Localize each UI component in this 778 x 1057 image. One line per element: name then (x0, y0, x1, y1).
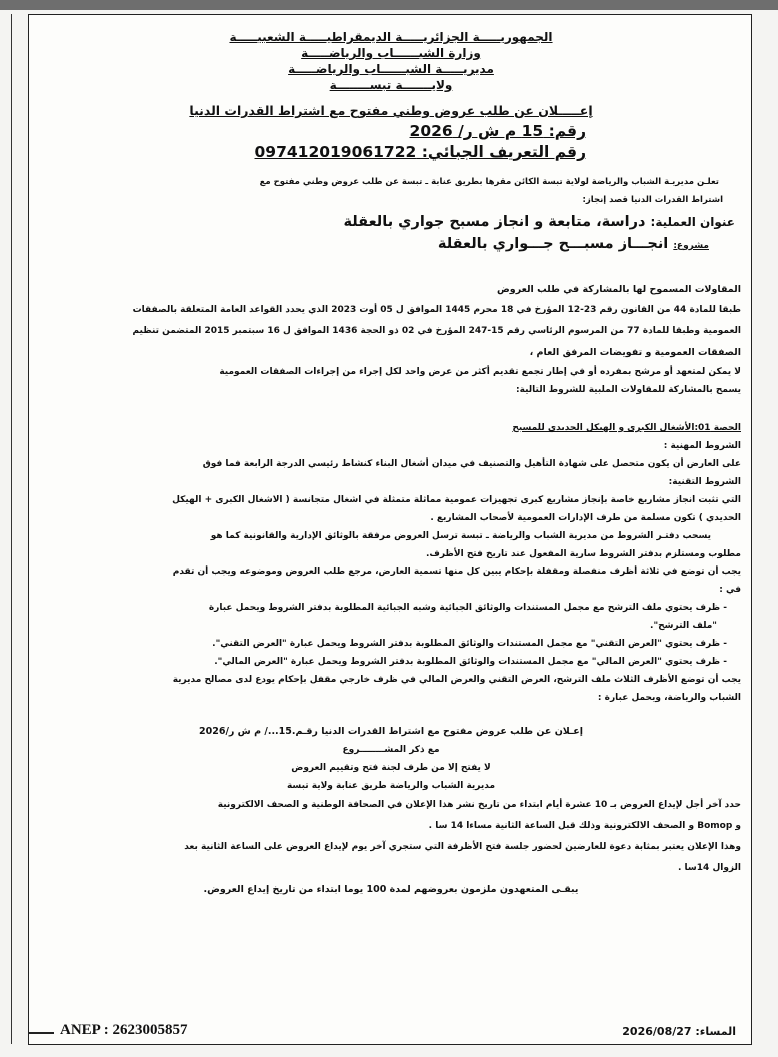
eligibility (41, 279, 741, 399)
envelope-label-line: إعـلان عن طلب عروض مفتوح مع اشتراط القدرات الدنيا رقـم.15.../ م ش ر/2026 (198, 726, 584, 737)
eligibility-line: الصفقات العمومية و تفويضات المرفق العام ، (529, 347, 741, 358)
deadline-line: يبقـى المتعهدون ملزمون بعروضهم لمدة 100 يوما ابتداء من تاريخ إيداع العروض. (203, 884, 579, 895)
submission-line: يسحب دفتـر الشروط من مديرية الشباب والرياضة ـ تبسة ترسل العروض مرفقة بالوثائق الإدارية والقانونية كما هو (210, 531, 711, 541)
submission-line: في : (719, 585, 741, 595)
lot-section (41, 419, 741, 527)
deadline (41, 795, 741, 900)
footer-dash (28, 1032, 54, 1034)
project-value: انجـــاز مسبـــح جـــواري بالعقلة (437, 236, 669, 252)
anep-number: ANEP : 2623005857 (60, 1022, 188, 1038)
envelope-label-line: لا يفتح إلا من طرف لجنة فتح وتقييم العروض (291, 763, 491, 773)
envelope-label-line: مديرية الشباب والرياضة طريق عنابة ولاية تبسة (286, 781, 496, 791)
envelope-label (41, 723, 741, 795)
submission (41, 527, 741, 599)
deadline-line: حدد آخر أجل لإيداع العروض بـ 10 عشرة أيام ابتداء من تاريخ نشر هذا الإعلان في الصحافة الوطنية و الصحف الالكترونية (217, 800, 741, 810)
envelope-item-text: ظرف يحتوي "العرض التقني" مع مجمل المستندات والوثائق المطلوبة بدفتر الشروط ويحمل عبارة "العرض التقني". (212, 639, 721, 649)
intro-line: تعلـن مديريـة الشباب والرياضة لولاية تبسة الكائن مقرها بطريق عنابة ـ تبسة عن طلب عروض وطني مفتوح مع (259, 177, 719, 187)
envelope-list (41, 599, 741, 671)
outer-line: الشباب والرياضة، ويحمل عبارة : (597, 693, 741, 703)
operation-label: عنوان العملية: (650, 215, 735, 229)
technical-conditions-text: التي تثبت انجاز مشاريع خاصة بإنجاز مشاريع كبرى تجهيزات عمومية مماثلة متمثلة في اشغال متجانسة ( الاشغال الكبرى + الهيكل (172, 495, 741, 505)
envelope-item-cont: "ملف الترشح". (650, 621, 717, 631)
professional-conditions-label: الشروط المهنية : (663, 441, 741, 451)
header-line: الجمهوريـــــة الجزائريـــــة الديمقراطيـــــة الشعبيـــــة (229, 30, 553, 44)
eligibility-line: العمومية وطبقا للمادة 77 من المرسوم الرئاسي رقم 15-247 المؤرخ في 02 ذو الحجة 1436 الموافق ل 16 سبتمبر 2015 المتضمن تنظيم (132, 326, 741, 336)
letterhead (41, 29, 741, 93)
fiscal-id: رقم التعريف الجبائي: 097412019061722 (254, 143, 586, 161)
submission-line: مطلوب ومستلزم بدفتر الشروط سارية المفعول عند تاريخ فتح الأظرف. (425, 549, 741, 559)
header-line: وزارة الشبــــــاب والرياضـــــة (301, 46, 481, 60)
operation-title (41, 211, 741, 233)
notice-body (41, 29, 741, 900)
submission-line: يجب أن توضع في ثلاثة أظرف منفصلة ومقفلة بإحكام يبين كل منها تسمية العارض، مرجع طلب العروض وموضوعه ويجب أن تقدم (172, 567, 741, 577)
footer (28, 1022, 752, 1044)
envelope-item: - ظرف يحتوي "العرض التقني" مع مجمل المستندات والوثائق المطلوبة بدفتر الشروط ويحمل عبارة "العرض التقني". (212, 639, 727, 649)
eligibility-line: يسمح بالمشاركة للمقاولات الملبية للشروط التالية: (516, 385, 741, 395)
left-margin-rule (11, 14, 12, 1044)
eligibility-line: لا يمكن لمتعهد أو مرشح بمفرده أو في إطار تجمع تقديم أكثر من عرض واحد لكل إجراء من إجراءات الصفقات العمومية (219, 367, 741, 377)
deadline-line: وهذا الإعلان يعتبر بمثابة دعوة للعارضين لحضور جلسة فتح الأظرفة التي ستجري آخر يوم لإيداع العروض على الساعة الثانية بعد (184, 842, 741, 852)
operation-value: دراسة، متابعة و انجاز مسبح جواري بالعقلة (343, 214, 646, 230)
intro (41, 173, 741, 209)
top-scan-bar (0, 0, 778, 10)
header-line: مديريـــــة الشبــــــاب والرياضـــــة (288, 62, 494, 76)
technical-conditions-text: الحديدي ) تكون مسلمة من طرف الإدارات العمومية لأصحاب المشاريع . (430, 513, 741, 523)
eligibility-line: المقاولات المسموح لها بالمشاركة في طلب العروض (497, 284, 741, 295)
project-label: مشروع: (673, 241, 709, 251)
project-title (41, 233, 741, 255)
deadline-line: و Bomop و الصحف الالكترونية وذلك قبل الساعة الثانية مساءا 14 سا . (428, 821, 741, 831)
deadline-line: الزوال 14سا . (677, 863, 741, 873)
header-line: ولايـــــــة تبســــــــة (329, 78, 453, 92)
eligibility-line: طبقا للمادة 44 من القانون رقم 23-12 المؤرخ في 18 محرم 1445 الموافق ل 05 أوت 2023 الذي يحدد القواعد العامة المتعلقة بالصفقات (132, 305, 741, 315)
notice-page (28, 14, 752, 1045)
intro-line: اشتراط القدرات الدنيا قصد إنجاز: (582, 195, 723, 205)
publication-date: المساء: 2026/08/27 (622, 1025, 736, 1038)
envelope-item: - ظرف يحتوي ملف الترشح مع مجمل المستندات والوثائق الجبائية وشبه الجبائية المطلوبة بدفتر الشروط ويحمل عبارة (208, 603, 727, 613)
envelope-item-text: ظرف يحتوي "العرض المالي" مع مجمل المستندات والوثائق المطلوبة بدفتر الشروط ويحمل عبارة "العرض المالي". (214, 657, 721, 667)
envelope-label-line: مع ذكر المشــــــــروع (342, 745, 440, 755)
notice-number: رقم: 15 م ش ر/ 2026 (409, 122, 586, 140)
professional-conditions-text: على العارض أن يكون متحصل على شهادة التأهيل والتصنيف في ميدان أشغال البناء كنشاط رئيسي الدرجة الرابعة فما فوق (202, 459, 741, 469)
notice-title: إعـــــلان عن طلب عروض وطني مفتوح مع اشتراط القدرات الدنيا (189, 103, 593, 118)
lot-title: الحصة 01:الأشغال الكبرى و الهيكل الحديدي للمسبح (512, 423, 741, 433)
envelope-item-text: ظرف يحتوي ملف الترشح مع مجمل المستندات والوثائق الجبائية وشبه الجبائية المطلوبة بدفتر الشروط ويحمل عبارة (208, 603, 721, 613)
outer-line: يجب أن توضع الأظرف الثلاث ملف الترشح، العرض التقني والعرض المالي في ظرف خارجي مقفل بإحكام يودع لدى مصالح مديرية (172, 675, 741, 685)
outer-envelope (41, 671, 741, 707)
technical-conditions-label: الشروط التقنية: (668, 477, 741, 487)
envelope-item: - ظرف يحتوي "العرض المالي" مع مجمل المستندات والوثائق المطلوبة بدفتر الشروط ويحمل عبارة "العرض المالي". (214, 657, 727, 667)
